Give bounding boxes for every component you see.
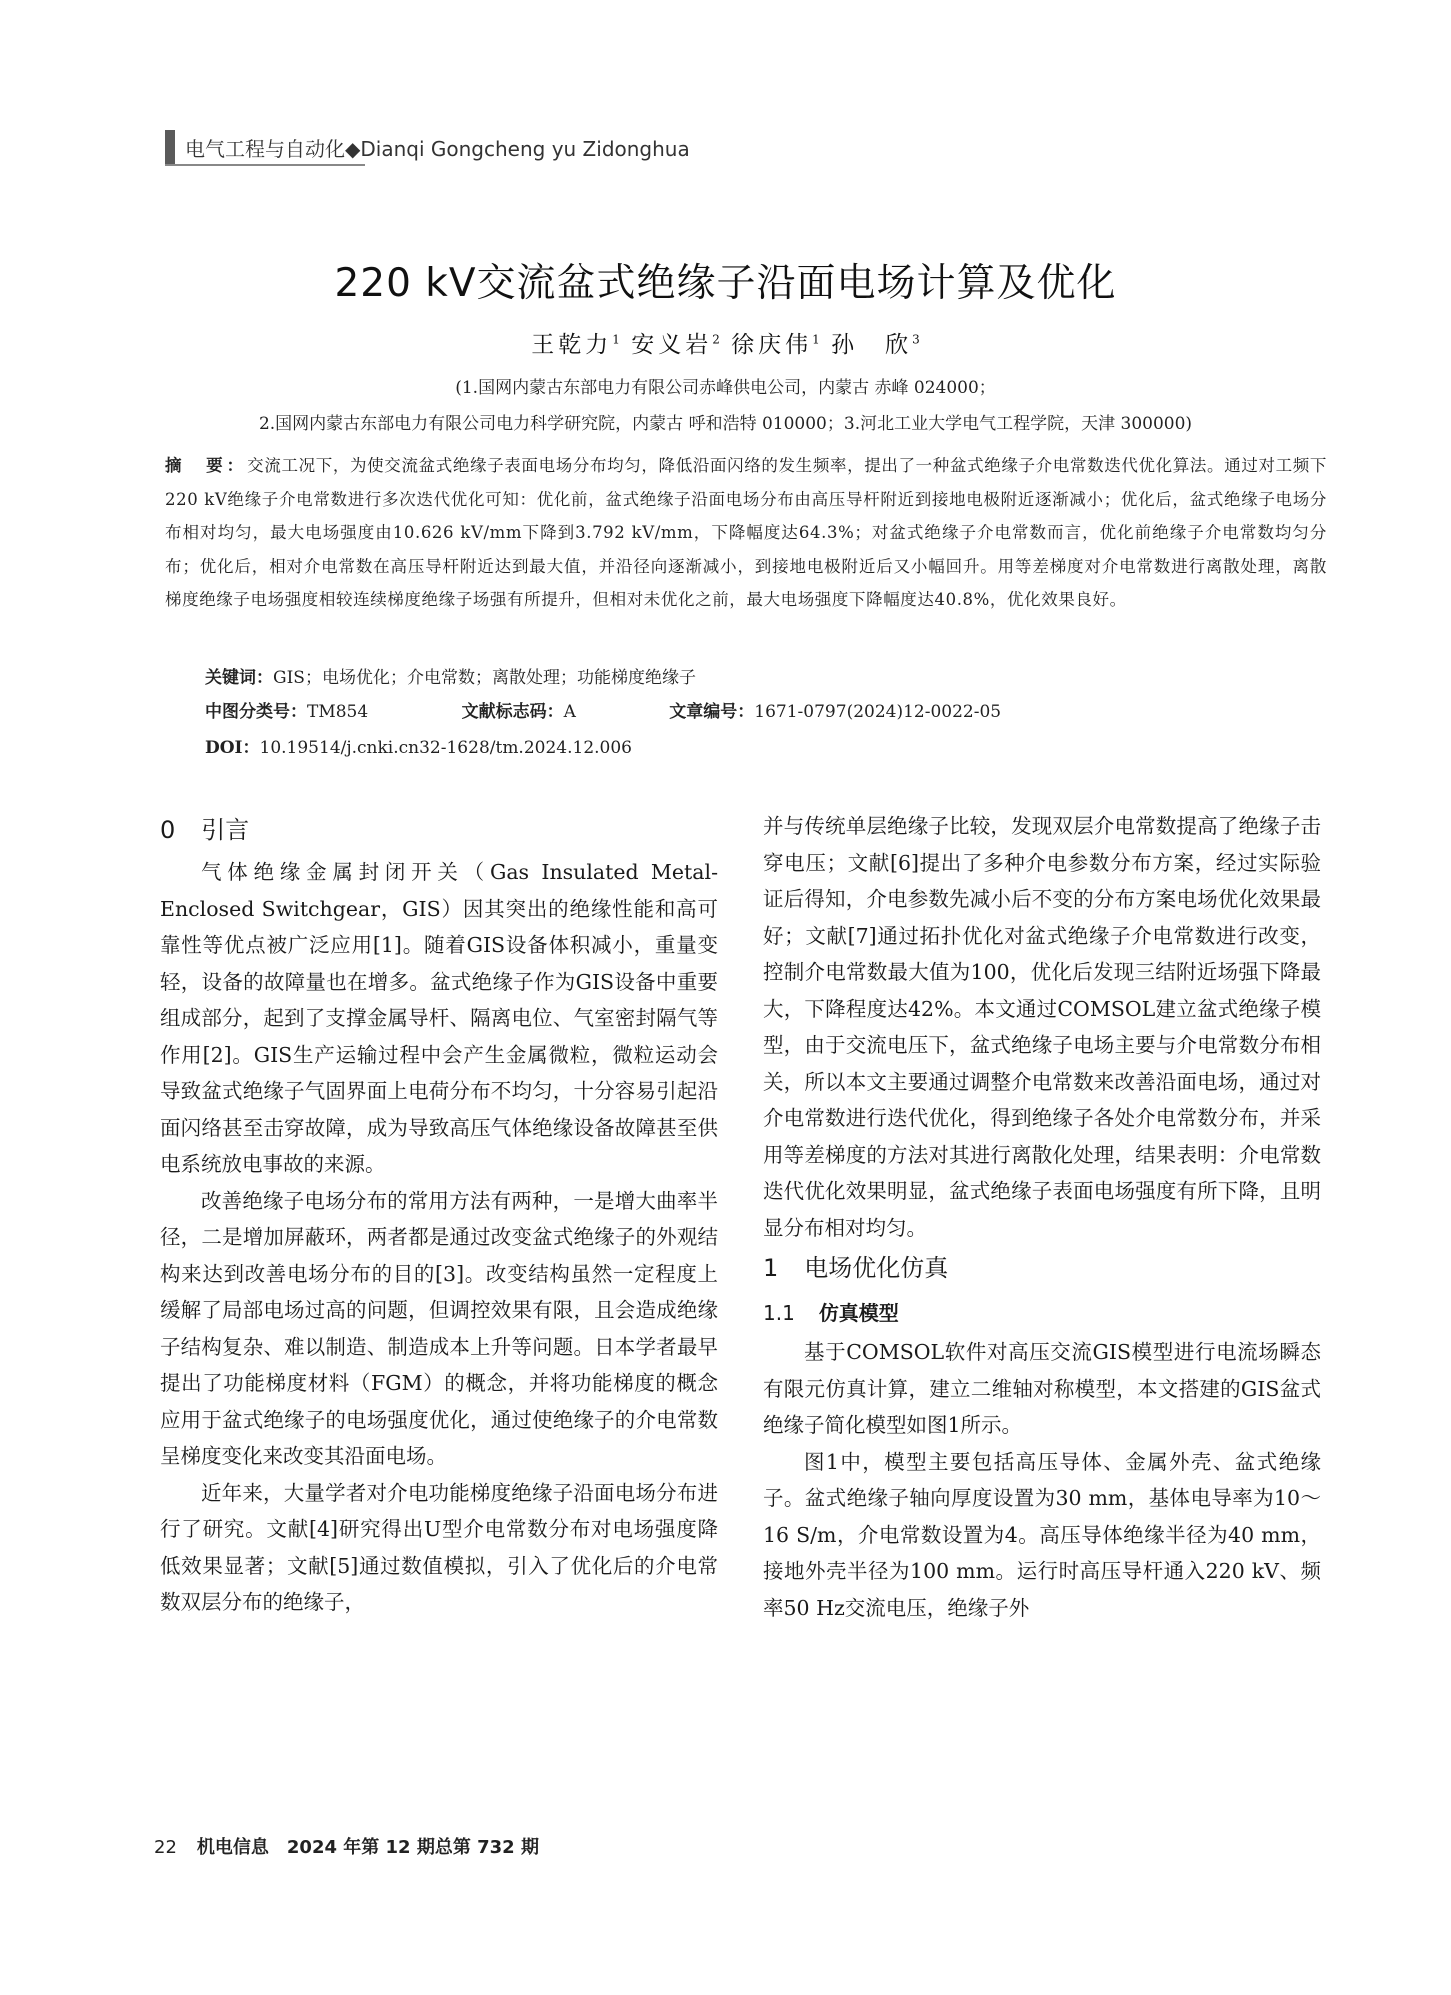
paragraph: 并与传统单层绝缘子比较，发现双层介电常数提高了绝缘子击穿电压；文献[6]提出了多种介电参数分布方案，经过实际验证后得知，介电参数先减小后不变的分布方案电场优化效果最好；文献[7]通过拓扑优化对盆式绝缘子介电常数进行改变，控制介电常数最大值为100，优化后发现三结附近场强下降最大，下降程度达42%。本文通过COMSOL建立盆式绝缘子模型，由于交流电压下，盆式绝缘子电场主要与介电常数分布相关，所以本文主要通过调整介电常数来改善沿面电场，通过对介电常数进行迭代优化，得到绝缘子各处介电常数分布，并采用等差梯度的方法对其进行离散化处理，结果表明：介电常数迭代优化效果明显，盆式绝缘子表面电场强度有所下降，且明显分布相对均匀。 xyxy=(763,814,1321,1240)
section-heading-intro: 0 引言 xyxy=(160,816,250,844)
page-footer xyxy=(154,1833,539,1859)
header-bar xyxy=(165,130,175,164)
paragraph: 图1中，模型主要包括高压导体、金属外壳、盆式绝缘子。盆式绝缘子轴向厚度设置为30 mm，基体电导率为10～16 S/m，介电常数设置为4。高压导体绝缘半径为40 mm，接地外壳半径为100 mm。运行时高压导杆通入220 kV、频率50 Hz交流电压，绝缘子外 xyxy=(763,1449,1321,1620)
paragraph: 改善绝缘子电场分布的常用方法有两种，一是增大曲率半径，二是增加屏蔽环，两者都是通过改变盆式绝缘子的外观结构来达到改善电场分布的目的[3]。改变结构虽然一定程度上缓解了局部电场过高的问题，但调控效果有限，且会造成绝缘子结构复杂、难以制造、制造成本上升等问题。日本学者最早提出了功能梯度材料（FGM）的概念，并将功能梯度的概念应用于盆式绝缘子的电场强度优化，通过使绝缘子的介电常数呈梯度变化来改变其沿面电场。 xyxy=(160,1188,718,1468)
section-heading-1: 1 电场优化仿真 xyxy=(763,1254,949,1282)
author: 王乾力$^1$ xyxy=(531,332,620,358)
affiliation-line-2: 2.国网内蒙古东部电力有限公司电力科学研究院，内蒙古 呼和浩特 010000；3.河北工业大学电气工程学院，天津 300000) xyxy=(258,414,1193,434)
paragraph: 气体绝缘金属封闭开关（Gas Insulated Metal-Enclosed Switchgear，GIS）因其突出的绝缘性能和高可靠性等优点被广泛应用[1]。随着GIS设备体积减小，重量变轻，设备的故障量也在增多。盆式绝缘子作为GIS设备中重要组成部分，起到了支撑金属导杆、隔离电位、气室密封隔气等作用[2]。GIS生产运输过程中会产生金属微粒，微粒运动会导致盆式绝缘子气固界面上电荷分布不均匀，十分容易引起沿面闪络甚至击穿故障，成为导致高压气体绝缘设备故障甚至供电系统放电事故的来源。 xyxy=(160,860,718,1176)
document-code: 文献标志码：A xyxy=(461,702,576,722)
header-text: 电气工程与自动化◆Dianqi Gongcheng yu Zidonghua xyxy=(185,136,690,161)
paragraph: 近年来，大量学者对介电功能梯度绝缘子沿面电场分布进行了研究。文献[4]研究得出U型介电常数分布对电场强度降低效果显著；文献[5]通过数值模拟，引入了优化后的介电常数双层分布的绝缘子， xyxy=(160,1480,718,1614)
article-number: 文章编号：1671-0797(2024)12-0022-05 xyxy=(669,702,1002,722)
clc-code: 中图分类号：TM854 xyxy=(205,702,369,722)
paper-title: 220 kV交流盆式绝缘子沿面电场计算及优化 xyxy=(334,261,1117,306)
classification-row xyxy=(205,697,1089,722)
doi-link[interactable]: 10.19514/j.cnki.cn32-1628/tm.2024.12.006 xyxy=(259,738,632,758)
running-header xyxy=(165,130,690,164)
abstract xyxy=(165,449,1327,617)
author: 徐庆伟$^1$ xyxy=(731,332,820,358)
abstract-text: 交流工况下，为使交流盆式绝缘子表面电场分布均匀，降低沿面闪络的发生频率，提出了一种盆式绝缘子介电常数迭代优化算法。通过对工频下220 kV绝缘子介电常数进行多次迭代优化可知：优化前，盆式绝缘子沿面电场分布由高压导杆附近到接地电极附近逐渐减小；优化后，盆式绝缘子电场分布相对均匀，最大电场强度由10.626 kV/mm下降到3.792 kV/mm，下降幅度达64.3%；对盆式绝缘子介电常数而言，优化前绝缘子介电常数均匀分布；优化后，相对介电常数在高压导杆附近达到最大值，并沿径向逐渐减小，到接地电极附近后又小幅回升。用等差梯度对介电常数进行离散处理，离散梯度绝缘子电场强度相较连续梯度绝缘子场强有所提升，但相对未优化之前，最大电场强度下降幅度达40.8%，优化效果良好。 xyxy=(165,456,1327,609)
author: 安义岩$^2$ xyxy=(631,332,720,358)
section-heading-1-1: 1.1 仿真模型 xyxy=(763,1301,899,1325)
author: 孙 欣$^3$ xyxy=(831,332,920,358)
keywords xyxy=(205,663,696,688)
paragraph: 基于COMSOL软件对高压交流GIS模型进行电流场瞬态有限元仿真计算，建立二维轴对称模型，本文搭建的GIS盆式绝缘子简化模型如图1所示。 xyxy=(763,1340,1321,1437)
right-column xyxy=(763,808,1321,1626)
abstract-label: 摘 要： xyxy=(165,456,248,475)
journal-issue: 机电信息 2024 年第 12 期总第 732 期 xyxy=(196,1837,539,1858)
affiliation-line-1: (1.国网内蒙古东部电力有限公司赤峰供电公司，内蒙古 赤峰 024000； xyxy=(455,378,996,398)
keywords-label: 关键词： xyxy=(205,668,273,688)
doi-label: DOI： xyxy=(205,738,260,758)
header-rule xyxy=(165,164,365,166)
doi xyxy=(205,733,632,758)
page-number: 22 xyxy=(154,1837,177,1858)
author-list xyxy=(0,326,1451,359)
keywords-text: GIS；电场优化；介电常数；离散处理；功能梯度绝缘子 xyxy=(273,668,696,688)
left-column xyxy=(160,808,718,1621)
